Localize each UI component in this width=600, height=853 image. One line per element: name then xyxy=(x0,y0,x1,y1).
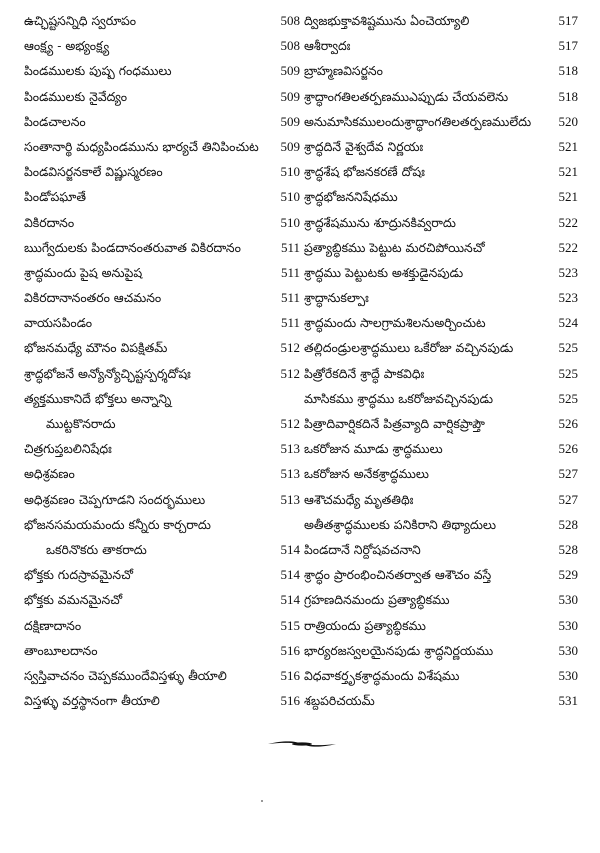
entry-title: ఆశౌచమధ్యే మృతతిథిః xyxy=(304,491,414,507)
index-entry xyxy=(24,487,300,512)
left-index-column xyxy=(24,8,300,713)
entry-page-number: 529 xyxy=(558,567,578,583)
index-entry xyxy=(304,134,578,159)
entry-page-number: 530 xyxy=(558,592,578,608)
entry-page-number: 508 xyxy=(280,38,300,54)
index-entry xyxy=(24,461,300,486)
index-entry xyxy=(304,33,578,58)
entry-page-number: 525 xyxy=(558,340,578,356)
index-entry xyxy=(24,537,300,562)
index-entry xyxy=(304,84,578,109)
index-entry xyxy=(24,310,300,335)
entry-page-number: 517 xyxy=(558,38,578,54)
entry-title: పిండములకు నైవేద్యం xyxy=(24,88,127,104)
entry-title: శ్రాద్ధమందు సాలగ్రామశిలనుఅర్చించుట xyxy=(304,315,486,331)
entry-page-number: 514 xyxy=(280,541,300,557)
entry-page-number: 511 xyxy=(280,315,300,331)
index-entry xyxy=(304,688,578,713)
entry-page-number: 526 xyxy=(558,441,578,457)
index-entry xyxy=(24,562,300,587)
entry-page-number: 513 xyxy=(280,466,300,482)
index-entry xyxy=(24,335,300,360)
entry-page-number: 523 xyxy=(558,264,578,280)
entry-title: భోక్తకు గుదస్రావమైనచో xyxy=(24,567,133,583)
entry-page-number: 510 xyxy=(280,189,300,205)
entry-title: భోజనమధ్యే మౌనం విపక్షితమ్ xyxy=(24,340,168,356)
entry-page-number: 520 xyxy=(558,113,578,129)
entry-title: భోక్తకు వమనమైనచో xyxy=(24,592,123,608)
page-speck xyxy=(261,800,263,802)
entry-title: ఒకరోజున మూడు శ్రాద్ధములు xyxy=(304,441,443,457)
entry-page-number: 509 xyxy=(280,113,300,129)
entry-page-number: 510 xyxy=(280,214,300,230)
entry-title: అనుమాసికములందుశ్రాద్ధాంగతిలతర్పణములేదు xyxy=(304,113,532,129)
entry-title: శ్రాద్ధమందు పైష అనుపైష xyxy=(24,264,143,280)
entry-title: ద్విజభుక్తావశిష్టమును ఏంచెయ్యాలి xyxy=(304,13,470,28)
entry-title: శ్రాద్ధానుకల్పాః xyxy=(304,290,369,306)
index-entry xyxy=(24,386,300,411)
entry-title: విస్తళ్ళు వర్తస్థానంగా తీయాలి xyxy=(24,693,160,709)
index-entry xyxy=(24,361,300,386)
entry-title: శ్రాద్ధం ప్రారంభించినతర్వాత ఆశౌచం వస్తే xyxy=(304,567,492,583)
entry-title: ఆశీర్వాదః xyxy=(304,38,351,54)
index-entry xyxy=(24,285,300,310)
entry-page-number: 514 xyxy=(280,567,300,583)
entry-page-number: 523 xyxy=(558,290,578,306)
entry-title: రాత్రియందు ప్రత్యాబ్ధికము xyxy=(304,617,426,633)
entry-page-number: 509 xyxy=(280,138,300,154)
index-entry xyxy=(24,33,300,58)
entry-title: పిండములకు పుష్ప గంధములు xyxy=(24,63,172,79)
entry-title: అతీతశ్రాద్ధములకు పనికిరాని తిథ్యాదులు xyxy=(304,516,496,532)
index-entry xyxy=(24,235,300,260)
entry-title: ఒకరినొకరు తాకరాదు xyxy=(46,541,147,557)
index-entry xyxy=(304,361,578,386)
index-entry xyxy=(304,386,578,411)
entry-page-number: 517 xyxy=(558,13,578,28)
entry-page-number: 516 xyxy=(280,642,300,658)
index-entry xyxy=(24,411,300,436)
entry-page-number: 531 xyxy=(558,693,578,709)
index-entry xyxy=(304,537,578,562)
entry-page-number: 511 xyxy=(280,290,300,306)
index-entry xyxy=(24,436,300,461)
entry-title: భోజనసమయమందు కన్నీరు కార్చరాదు xyxy=(24,516,211,532)
entry-title: మాసికము శ్రాద్ధము ఒకరోజువచ్చినపుడు xyxy=(304,390,494,406)
index-entry xyxy=(24,638,300,663)
entry-title: శ్రాద్ధశేషమును శూద్రునకివ్వరాదు xyxy=(304,214,456,230)
entry-page-number: 522 xyxy=(558,239,578,255)
entry-title: పిండచాలనం xyxy=(24,113,86,129)
entry-page-number: 524 xyxy=(558,315,578,331)
entry-page-number: 510 xyxy=(280,164,300,180)
entry-title: శ్రాద్ధదినే వైశ్వదేవ నిర్ణయః xyxy=(304,138,424,154)
entry-title: వికిరదానానంతరం ఆచమనం xyxy=(24,290,162,306)
index-entry xyxy=(304,587,578,612)
entry-title: శ్రాద్ధాంగతిలతర్పణముఎప్పుడు చేయవలెను xyxy=(304,88,509,104)
index-entry xyxy=(304,58,578,83)
index-entry xyxy=(304,260,578,285)
index-entry xyxy=(304,487,578,512)
index-entry xyxy=(304,663,578,688)
index-entry xyxy=(304,8,578,33)
entry-page-number: 511 xyxy=(280,264,300,280)
entry-title: అధిశ్రవణం చెప్పగూడని సందర్భములు xyxy=(24,491,206,507)
entry-title: త్యక్తముకానిదే భోక్తలు అన్నాన్ని xyxy=(24,390,172,406)
index-entry xyxy=(24,58,300,83)
entry-page-number: 530 xyxy=(558,617,578,633)
entry-title: విధవాకర్తృకశ్రాద్ధమందు విశేషము xyxy=(304,667,460,683)
entry-title: పిత్రోరేకదినే శ్రాద్ధే పాకవిధిః xyxy=(304,365,425,381)
index-entry xyxy=(24,8,300,33)
entry-title: స్వస్తివాచనం చెప్పకముందేవిస్తళ్ళు తీయాలి xyxy=(24,667,227,683)
entry-title: వికిరదానం xyxy=(24,214,75,230)
entry-page-number: 525 xyxy=(558,365,578,381)
entry-title: చిత్రగుప్తబలినిషేధః xyxy=(24,441,112,457)
entry-page-number: 514 xyxy=(280,592,300,608)
index-entry xyxy=(304,638,578,663)
entry-page-number: 509 xyxy=(280,88,300,104)
index-entry xyxy=(304,512,578,537)
entry-page-number: 516 xyxy=(280,693,300,709)
index-entry xyxy=(304,285,578,310)
index-entry xyxy=(304,109,578,134)
entry-title: గ్రహణదినమందు ప్రత్యాబ్ధికము xyxy=(304,592,450,608)
index-entry xyxy=(24,84,300,109)
entry-title: అధిశ్రవణం xyxy=(24,466,75,482)
entry-title: ఒకరోజున అనేకశ్రాద్ధములు xyxy=(304,466,429,482)
index-entry xyxy=(304,461,578,486)
entry-page-number: 513 xyxy=(280,441,300,457)
entry-title: బ్రాహ్మణవిసర్జనం xyxy=(304,63,383,79)
entry-page-number: 521 xyxy=(558,164,578,180)
entry-page-number: 513 xyxy=(280,491,300,507)
index-entry xyxy=(304,411,578,436)
index-entry xyxy=(304,310,578,335)
entry-page-number: 528 xyxy=(558,541,578,557)
entry-title: సంతానార్థి మధ్యపిండమును భార్యచే తినిపించుట xyxy=(24,138,259,154)
entry-title: శ్రాద్ధభోజనే అన్యోన్యోచ్ఛిష్టస్పర్శదోషః xyxy=(24,365,191,381)
index-entry xyxy=(24,688,300,713)
entry-title: ఋగ్వేదులకు పిండదానంతరువాత వికిరదానం xyxy=(24,239,241,255)
index-entry xyxy=(304,562,578,587)
index-entry xyxy=(304,235,578,260)
index-entry xyxy=(304,436,578,461)
index-entry xyxy=(24,134,300,159)
entry-page-number: 508 xyxy=(280,13,300,28)
entry-title: పిత్రాదివార్షికదినే పిత్రవ్యాది వార్షికప్రాప్తౌ xyxy=(304,416,485,431)
entry-page-number: 521 xyxy=(558,189,578,205)
index-entry xyxy=(304,159,578,184)
entry-page-number: 509 xyxy=(280,63,300,79)
entry-title: శ్రాద్ధభోజననిషేధము xyxy=(304,189,398,205)
index-entry xyxy=(24,613,300,638)
index-entry xyxy=(304,613,578,638)
entry-title: ప్రత్యాబ్ధికము పెట్టుట మరచిపోయినచో xyxy=(304,239,485,255)
entry-page-number: 512 xyxy=(280,340,300,356)
entry-page-number: 522 xyxy=(558,214,578,230)
entry-title: శ్రాద్ధము పెట్టుటకు అశక్తుడైనపుడు xyxy=(304,264,464,280)
entry-page-number: 516 xyxy=(280,667,300,683)
index-entry xyxy=(24,159,300,184)
entry-page-number: 527 xyxy=(558,466,578,482)
index-entry xyxy=(304,184,578,209)
entry-title: పిండదానే నిర్దోషవచనాని xyxy=(304,541,421,557)
index-entry xyxy=(304,335,578,360)
index-entry xyxy=(24,109,300,134)
entry-page-number: 518 xyxy=(558,63,578,79)
index-entry xyxy=(304,210,578,235)
entry-title: ఆంక్ష్య - అభ్యంక్ష్య xyxy=(24,38,110,54)
index-entry xyxy=(24,512,300,537)
entry-page-number: 511 xyxy=(280,239,300,255)
right-index-column xyxy=(304,8,578,713)
entry-title: ఉచ్ఛిష్టసన్నిధి స్వరూపం xyxy=(24,13,137,28)
index-entry xyxy=(24,587,300,612)
entry-title: శ్రాద్ధశేష భోజనకరణే దోషః xyxy=(304,164,425,180)
index-entry xyxy=(24,210,300,235)
entry-page-number: 512 xyxy=(280,365,300,381)
entry-page-number: 530 xyxy=(558,667,578,683)
entry-title: భార్యరజస్వలయైనపుడు శ్రాద్ధనిర్ణయము xyxy=(304,642,494,658)
index-entry xyxy=(24,663,300,688)
entry-page-number: 518 xyxy=(558,88,578,104)
index-entry xyxy=(24,184,300,209)
entry-title: ముట్టకొనరాదు xyxy=(46,416,116,431)
entry-title: పిండోపఘాతే xyxy=(24,189,86,205)
entry-page-number: 528 xyxy=(558,516,578,532)
entry-page-number: 526 xyxy=(558,416,578,431)
index-entry xyxy=(24,260,300,285)
entry-title: పిండవిసర్జనకాలే విష్ణుస్మరణం xyxy=(24,164,163,180)
entry-title: తల్లిదండ్రులశ్రాద్ధములు ఒకేరోజు వచ్చినపుడు xyxy=(304,340,514,356)
entry-page-number: 527 xyxy=(558,491,578,507)
entry-title: దక్షిణాదానం xyxy=(24,617,82,633)
entry-page-number: 521 xyxy=(558,138,578,154)
entry-title: శబ్దపరిచయమ్ xyxy=(304,693,375,709)
entry-title: వాయసపిండం xyxy=(24,315,92,331)
entry-page-number: 512 xyxy=(280,416,300,431)
entry-title: తాంబూలదానం xyxy=(24,642,98,658)
end-ornament-icon xyxy=(266,738,338,750)
entry-page-number: 530 xyxy=(558,642,578,658)
entry-page-number: 515 xyxy=(280,617,300,633)
entry-page-number: 525 xyxy=(558,390,578,406)
